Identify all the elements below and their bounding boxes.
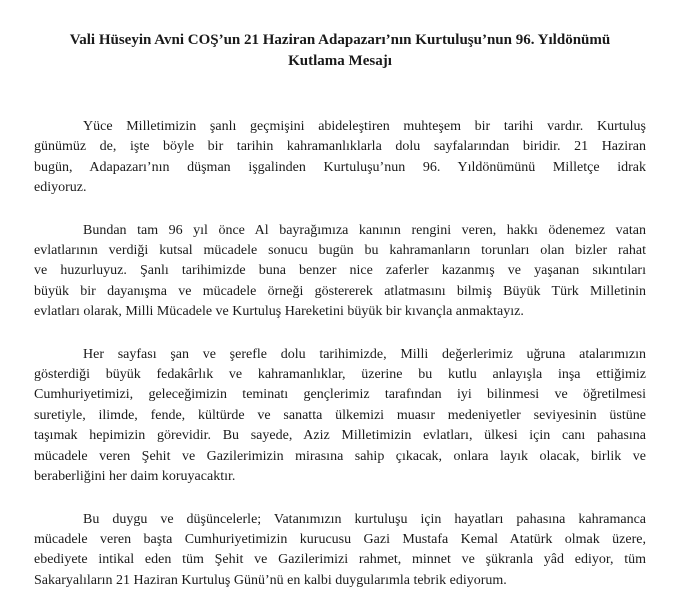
paragraph-4 — [34, 510, 646, 591]
paragraph-line: günümüz de, işte böyle bir tarihin kahramanlıklarla dolu sayfalarından biridir. 21 Haziran — [34, 137, 646, 157]
paragraph-line: ediyoruz. — [34, 178, 646, 198]
paragraph-line: evlatları olarak, Milli Mücadele ve Kurtuluş Hareketini büyük bir kıvançla anmaktayız. — [34, 302, 646, 322]
paragraph-line: Sakaryalıların 21 Haziran Kurtuluş Günü’nü en kalbi duygularımla tebrik ediyorum. — [34, 571, 646, 591]
paragraph-line: Cumhuriyetimizi, geleceğimizin teminatı gençlerimiz tarafından iyi bilinmesi ve öğretilmesi — [34, 385, 646, 405]
paragraph-line: gösterdiği büyük fedakârlık ve kahramanlıklar, üzerine bu kutlu anlayışla inşa ettiğimiz — [34, 365, 646, 385]
paragraph-line: suretiyle, ilimde, fende, kültürde ve sanatta ülkemizi muasır medeniyetler seviyesinin üstüne — [34, 406, 646, 426]
paragraph-line: evlatlarının verdiği kutsal mücadele sonucu bugün bu kahramanların torunları olan bizler rahat — [34, 241, 646, 261]
paragraph-3 — [34, 345, 646, 488]
title-line-2: Kutlama Mesajı — [34, 51, 646, 72]
paragraph-line: ve huzurluyuz. Şanlı tarihimizde buna benzer nice zaferler kazanmış ve yaşanan sıkıntıları — [34, 261, 646, 281]
paragraph-line: mücadele veren başta Cumhuriyetimizin kurucusu Gazi Mustafa Kemal Atatürk olmak üzere, — [34, 530, 646, 550]
paragraph-line: mücadele veren Şehit ve Gazilerimizin mirasına sahip çıkacak, onlara layık olacak, birlik ve — [34, 447, 646, 467]
paragraph-line: beraberliğini her daim koruyacaktır. — [34, 467, 646, 487]
paragraph-line: Bu duygu ve düşüncelerle; Vatanımızın kurtuluşu için hayatları pahasına kahramanca — [34, 510, 646, 530]
paragraph-line: bugün, Adapazarı’nın düşman işgalinden Kurtuluşu’nun 96. Yıldönümünü Milletçe idrak — [34, 158, 646, 178]
paragraph-line: büyük bir dayanışma ve mücadele örneği göstererek atlatmasını bilmiş Büyük Türk Milletinin — [34, 282, 646, 302]
paragraph-line: ebediyete intikal eden tüm Şehit ve Gazilerimizi rahmet, minnet ve şükranla yâd ediyor, tüm — [34, 550, 646, 570]
paragraph-line: taşımak hepimizin görevidir. Bu sayede, Aziz Milletimizin evlatları, ülkesi için canı pahasına — [34, 426, 646, 446]
document-title — [34, 30, 646, 72]
paragraph-line: Her sayfası şan ve şerefle dolu tarihimizde, Milli değerlerimiz uğruna atalarımızın — [34, 345, 646, 365]
title-line-1: Vali Hüseyin Avni COŞ’un 21 Haziran Adapazarı’nın Kurtuluşu’nun 96. Yıldönümü — [34, 30, 646, 51]
paragraph-1 — [34, 117, 646, 199]
paragraph-2 — [34, 221, 646, 323]
paragraph-line: Yüce Milletimizin şanlı geçmişini abideleştiren muhteşem bir tarihi vardır. Kurtuluş — [34, 117, 646, 137]
paragraph-line: Bundan tam 96 yıl önce Al bayrağımıza kanının rengini veren, hakkı ödenemez vatan — [34, 221, 646, 241]
